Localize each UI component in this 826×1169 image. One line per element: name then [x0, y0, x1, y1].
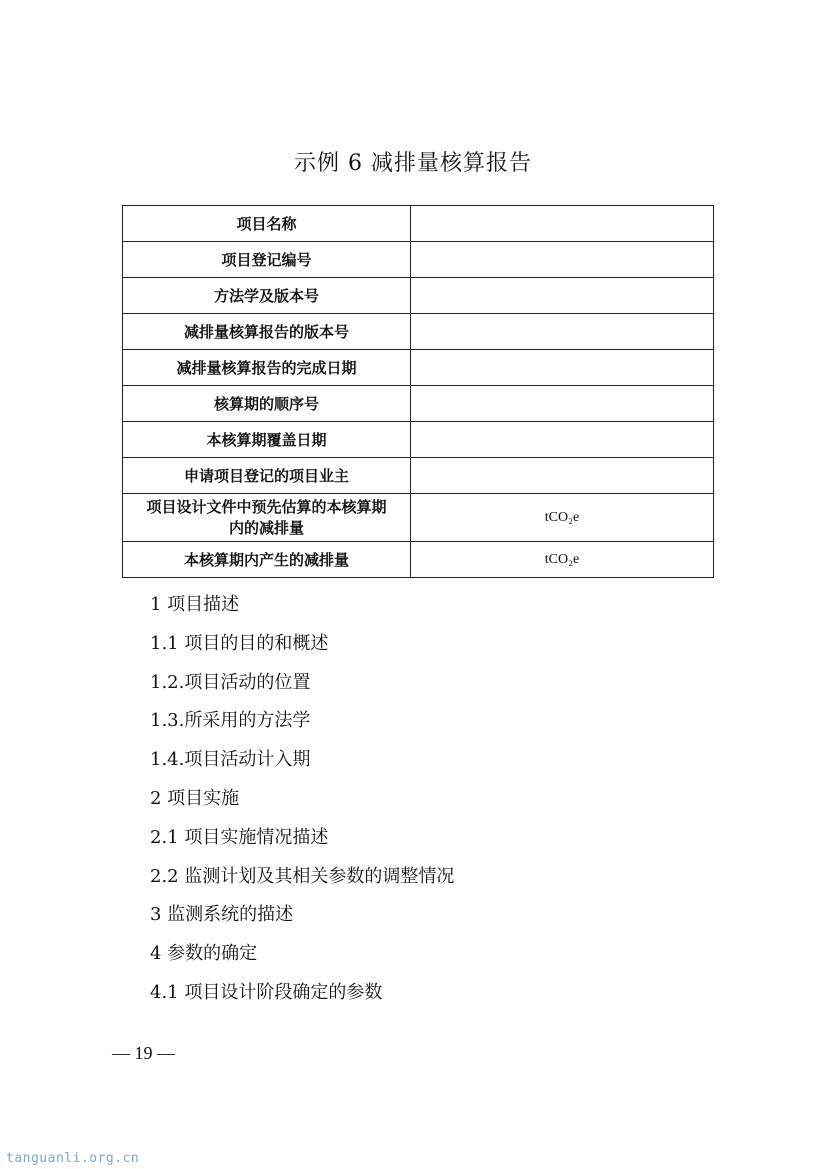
row-label-line: 内的减排量 — [228, 518, 304, 537]
table-row — [123, 206, 714, 242]
row-label: 减排量核算报告的完成日期 — [123, 350, 411, 386]
row-label: 本核算期内产生的减排量 — [123, 542, 411, 578]
row-value — [411, 206, 714, 242]
table-row — [123, 350, 714, 386]
row-value: tCO₂e — [411, 542, 714, 578]
outline-item: 1 项目描述 — [150, 594, 240, 615]
row-label-line: 项目设计文件中预先估算的本核算期 — [146, 497, 387, 516]
outline-item: 1.1 项目的目的和概述 — [150, 632, 329, 654]
outline-item: 1.4.项目活动计入期 — [150, 749, 311, 771]
row-value — [411, 386, 714, 422]
row-label: 项目名称 — [123, 206, 411, 242]
row-value: tCO₂e — [411, 494, 714, 542]
row-value — [411, 242, 714, 278]
row-value — [411, 314, 714, 350]
outline-item: 4.1 项目设计阶段确定的参数 — [150, 981, 383, 1003]
row-label: 核算期的顺序号 — [123, 386, 411, 422]
outline-item: 1.2.项目活动的位置 — [150, 671, 311, 693]
row-label: 申请项目登记的项目业主 — [123, 458, 411, 494]
row-label: 方法学及版本号 — [123, 278, 411, 314]
table-row — [123, 542, 714, 578]
row-value — [411, 278, 714, 314]
row-value — [411, 350, 714, 386]
report-info-table — [122, 205, 714, 578]
row-label: 减排量核算报告的版本号 — [123, 314, 411, 350]
row-label: 项目登记编号 — [123, 242, 411, 278]
outline-item: 2.1 项目实施情况描述 — [150, 826, 329, 848]
row-value — [411, 458, 714, 494]
page-number: — 19 — — [112, 1043, 175, 1063]
table-row — [123, 386, 714, 422]
table-row — [123, 278, 714, 314]
outline-item: 2.2 监测计划及其相关参数的调整情况 — [150, 865, 455, 887]
outline-item: 1.3.所采用的方法学 — [150, 710, 311, 732]
outline-item: 3 监测系统的描述 — [150, 904, 294, 926]
table-row — [123, 242, 714, 278]
section-outline — [150, 592, 454, 1019]
table-row — [123, 458, 714, 494]
watermark-text: tanguanli.org.cn — [6, 1151, 140, 1166]
outline-item: 4 参数的确定 — [150, 943, 258, 965]
outline-item: 2 项目实施 — [150, 787, 240, 809]
table-row — [123, 314, 714, 350]
table-row — [123, 422, 714, 458]
page-title: 示例 6 减排量核算报告 — [294, 151, 532, 176]
row-value — [411, 422, 714, 458]
row-label: 本核算期覆盖日期 — [123, 422, 411, 458]
table-row — [123, 494, 714, 542]
row-label — [123, 494, 411, 542]
